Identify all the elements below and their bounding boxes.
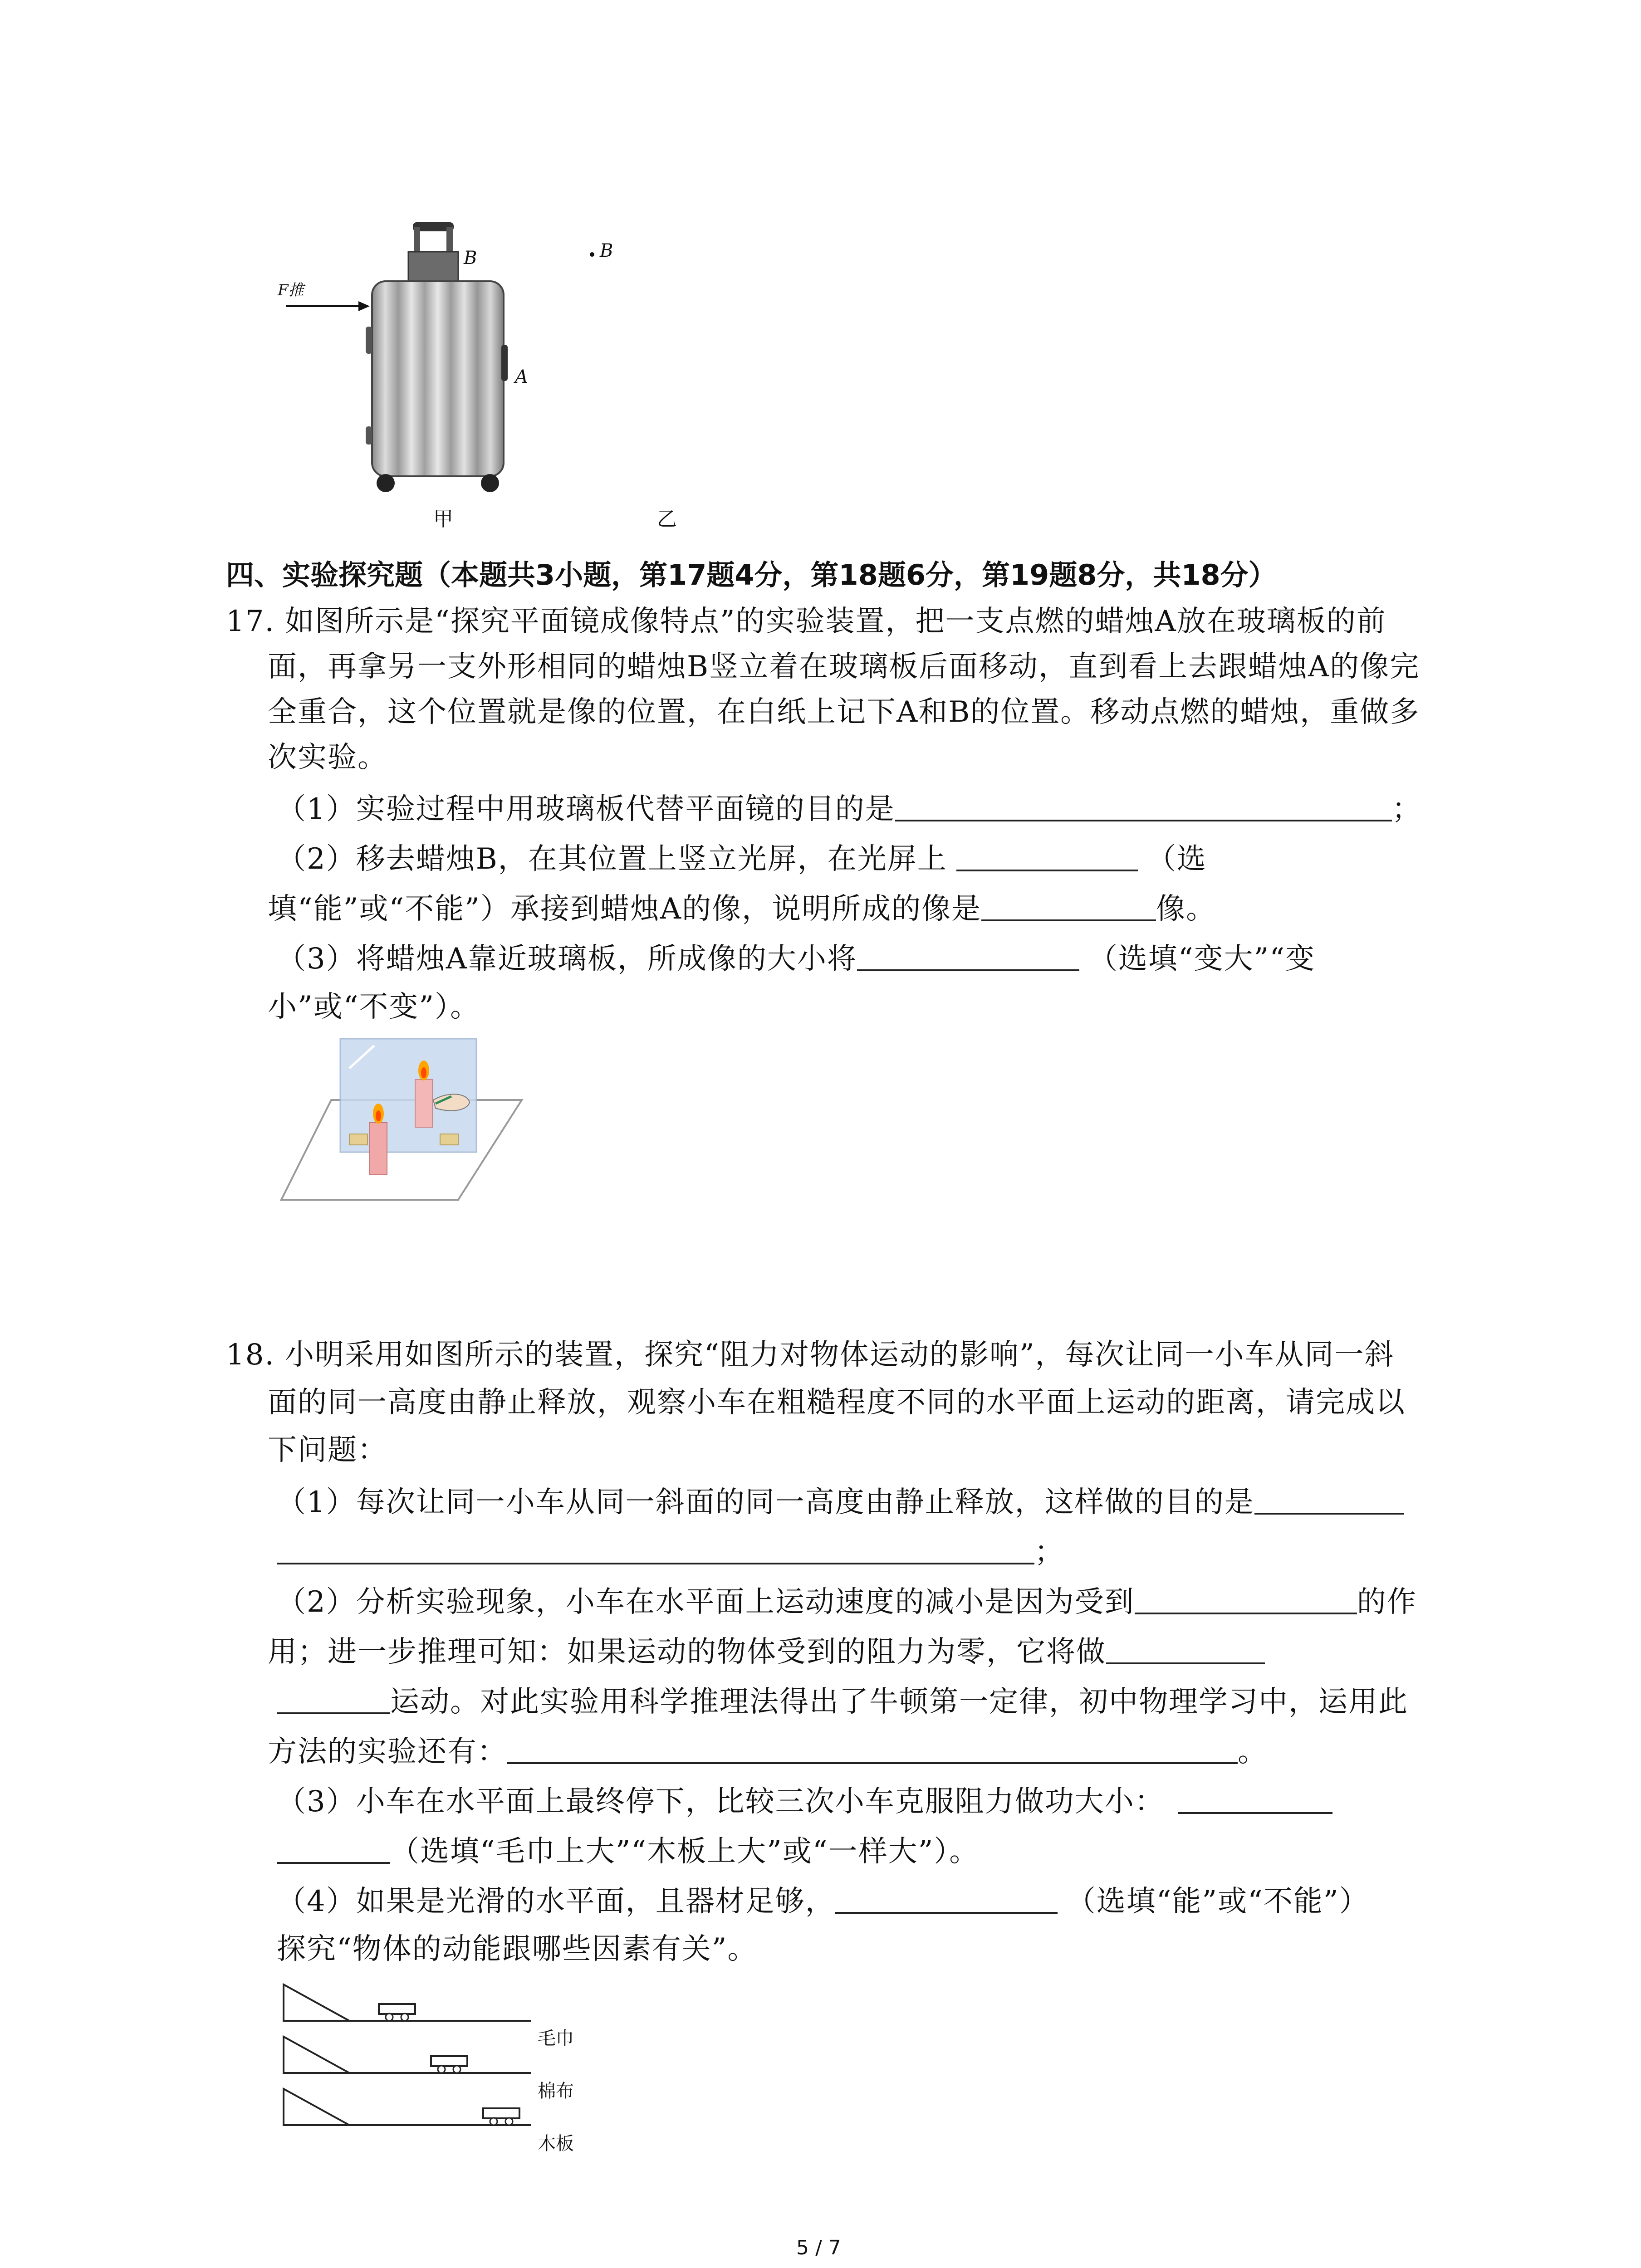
q17-part1-text: （1）实验过程中用玻璃板代替平面镜的目的是 bbox=[277, 792, 895, 826]
q18-part2-text4: 方法的实验还有： bbox=[268, 1735, 507, 1769]
q17-line3: 全重合，这个位置就是像的位置，在白纸上记下A和B的位置。移动点燃的蜡烛，重做多 bbox=[268, 695, 1420, 729]
surface-label-cotton: 棉布 bbox=[538, 2081, 574, 2102]
q18-part2-text2: 用；进一步推理可知：如果运动的物体受到的阻力为零，它将做 bbox=[268, 1635, 1106, 1669]
q18-part2-end: 。 bbox=[1238, 1735, 1268, 1769]
q18-line3: 下问题： bbox=[268, 1433, 387, 1467]
q18-part4-text: （4）如果是光滑的水平面，且器材足够， bbox=[277, 1885, 835, 1918]
q17-part2-end: 像。 bbox=[1156, 892, 1216, 926]
q18-part3-hint: （选填“毛巾上大”“木板上大”或“一样大”）。 bbox=[390, 1835, 980, 1868]
suitcase-figure bbox=[272, 213, 554, 503]
q17-part3-line2: 小”或“不变”）。 bbox=[268, 990, 480, 1024]
q18-part1-line2 bbox=[277, 1529, 1064, 1576]
q18-answer-1b[interactable] bbox=[277, 1535, 1034, 1564]
ramp-cart-figure bbox=[281, 1982, 535, 2150]
q18-answer-3a[interactable] bbox=[1106, 1635, 1265, 1664]
q18-part1-text: （1）每次让同一小车从同一斜面的同一高度由静止释放，这样做的目的是 bbox=[277, 1486, 1254, 1519]
q17-answer-4[interactable] bbox=[857, 942, 1079, 971]
caption-jia: 甲 bbox=[433, 508, 453, 531]
q17-part1 bbox=[277, 786, 1422, 833]
q18-part2-line3 bbox=[277, 1678, 1408, 1725]
q17-part2-text2: 填“能”或“不能”）承接到蜡烛A的像，说明所成的像是 bbox=[268, 892, 982, 926]
q17-part2-text: （2）移去蜡烛B，在其位置上竖立光屏，在光屏上 bbox=[277, 842, 947, 876]
q18-part4-line1 bbox=[277, 1878, 1369, 1925]
q18-part2-text3: 运动。对此实验用科学推理法得出了牛顿第一定律，初中物理学习中，运用此 bbox=[390, 1685, 1408, 1719]
q18-part1-line1 bbox=[277, 1479, 1404, 1526]
plane-mirror-figure bbox=[277, 1036, 531, 1209]
page-number: 5 / 7 bbox=[796, 2236, 841, 2259]
q18-answer-2[interactable] bbox=[1135, 1585, 1357, 1614]
q17-line4: 次实验。 bbox=[268, 741, 387, 774]
box-b-label: B bbox=[464, 248, 477, 269]
q18-part3-text: （3）小车在水平面上最终停下，比较三次小车克服阻力做功大小： bbox=[277, 1785, 1165, 1818]
q18-part3-line2 bbox=[277, 1828, 979, 1875]
section-title: 四、实验探究题（本题共3小题，第17题4分，第18题6分，第19题8分，共18分） bbox=[226, 558, 1277, 591]
q18-part4-line2: 探究“物体的动能跟哪些因素有关”。 bbox=[277, 1932, 758, 1966]
q17-part3-hint: （选填“变大”“变 bbox=[1088, 942, 1316, 976]
q18-part2-line4 bbox=[268, 1728, 1268, 1775]
q18-answer-5b[interactable] bbox=[277, 1835, 390, 1864]
q18-line1: 18. 小明采用如图所示的装置，探究“阻力对物体运动的影响”，每次让同一小车从同一斜 bbox=[226, 1338, 1395, 1372]
q18-answer-3b[interactable] bbox=[277, 1685, 390, 1714]
q17-answer-1[interactable] bbox=[895, 792, 1392, 821]
q18-part1-end: ； bbox=[1034, 1535, 1064, 1569]
q17-part3-line1 bbox=[277, 935, 1315, 982]
q17-answer-2[interactable] bbox=[956, 842, 1138, 871]
q18-part2-hint: 的作 bbox=[1357, 1585, 1417, 1619]
surface-label-towel: 毛巾 bbox=[538, 2028, 574, 2049]
q17-line1: 17. 如图所示是“探究平面镜成像特点”的实验装置，把一支点燃的蜡烛A放在玻璃板的前 bbox=[226, 605, 1386, 638]
q17-line2: 面，再拿另一支外形相同的蜡烛B竖立着在玻璃板后面移动，直到看上去跟蜡烛A的像完 bbox=[268, 650, 1420, 684]
q18-part4-hint: （选填“能”或“不能”） bbox=[1066, 1885, 1369, 1918]
q18-answer-5a[interactable] bbox=[1178, 1785, 1332, 1814]
q17-part3-text: （3）将蜡烛A靠近玻璃板，所成像的大小将 bbox=[277, 942, 857, 976]
q18-part3-line1 bbox=[277, 1778, 1332, 1825]
q17-part1-end: ； bbox=[1391, 792, 1422, 826]
point-b-label: B bbox=[600, 240, 613, 261]
q18-part2-text: （2）分析实验现象，小车在水平面上运动速度的减小是因为受到 bbox=[277, 1585, 1135, 1619]
q17-answer-3[interactable] bbox=[981, 892, 1156, 921]
q17-part2-line1 bbox=[277, 836, 1207, 883]
point-a-label: A bbox=[515, 367, 528, 387]
force-label: F推 bbox=[278, 281, 304, 299]
q17-part2-line2 bbox=[268, 885, 1216, 933]
q18-part2-line1 bbox=[277, 1579, 1417, 1626]
surface-label-wood: 木板 bbox=[538, 2133, 574, 2154]
q18-answer-4[interactable] bbox=[507, 1735, 1238, 1764]
q18-line2: 面的同一高度由静止释放，观察小车在粗糙程度不同的水平面上运动的距离，请完成以 bbox=[268, 1386, 1406, 1419]
q17-part2-hint: （选 bbox=[1146, 842, 1207, 876]
q18-part2-line2 bbox=[268, 1628, 1265, 1676]
point-b-dot bbox=[590, 252, 594, 257]
q18-answer-1a[interactable] bbox=[1254, 1486, 1404, 1515]
q18-answer-6[interactable] bbox=[835, 1885, 1058, 1914]
caption-yi: 乙 bbox=[657, 508, 677, 531]
